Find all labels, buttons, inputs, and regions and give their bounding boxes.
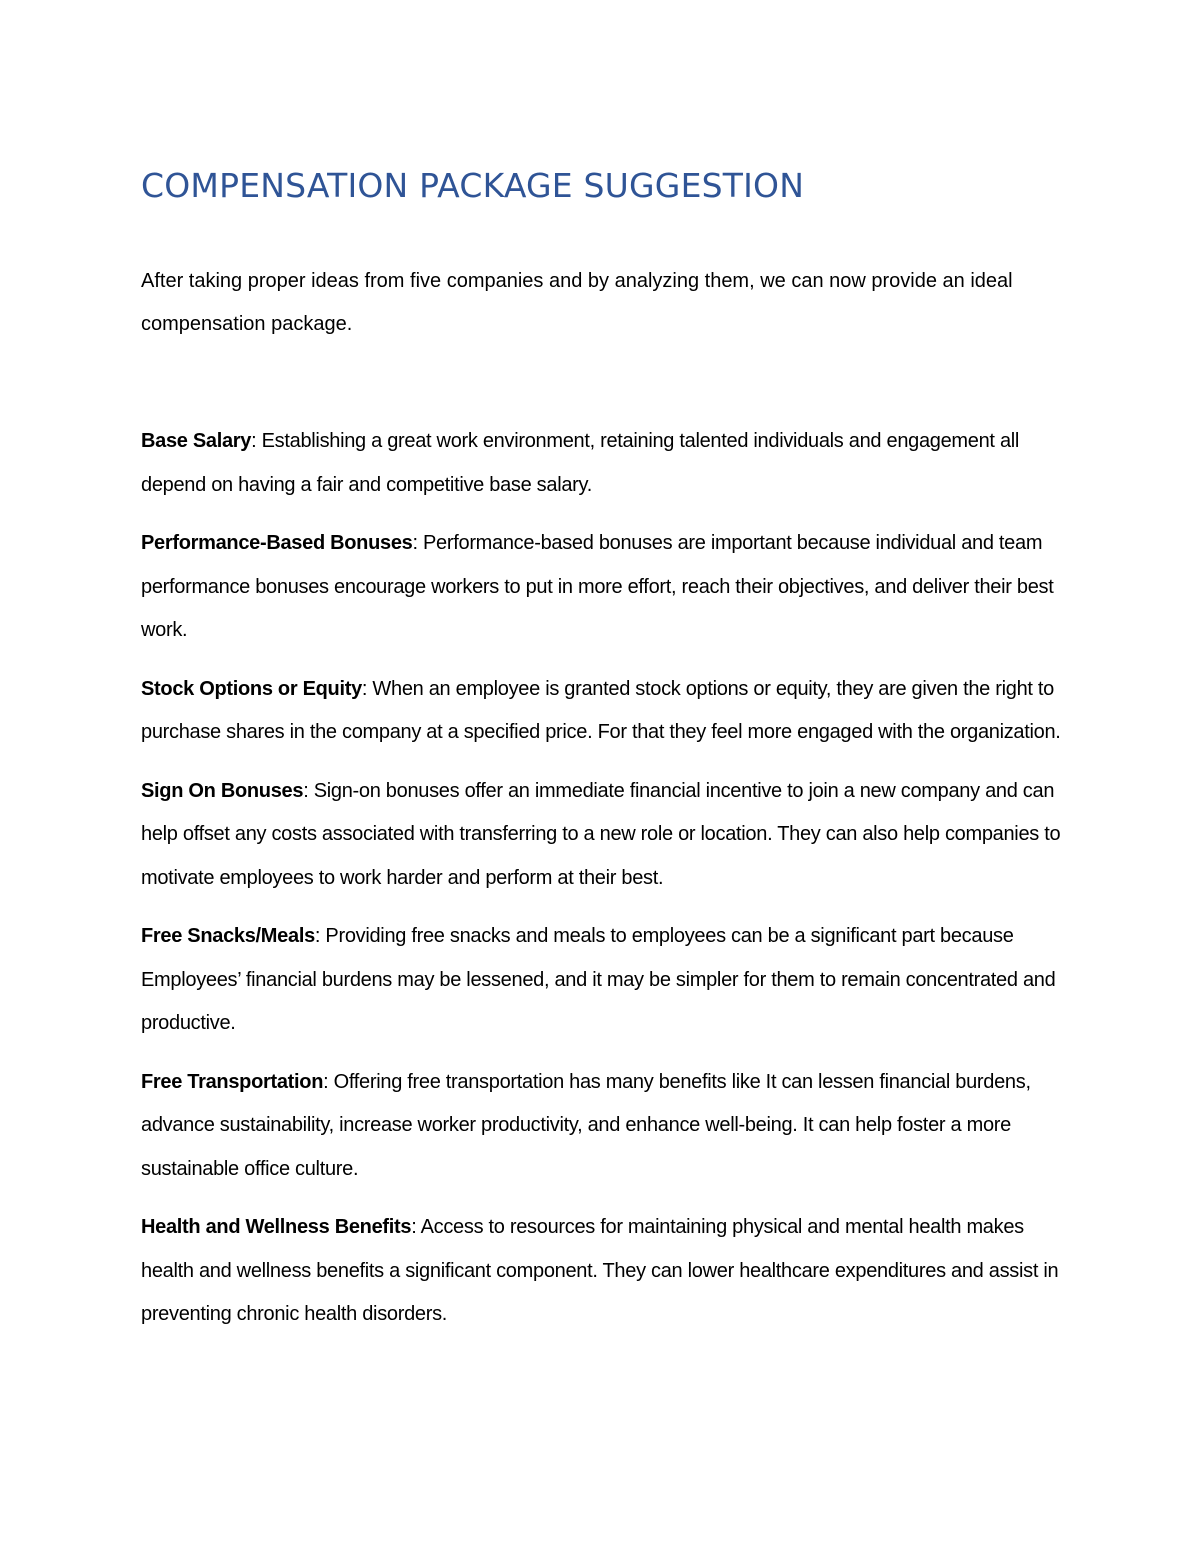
item-description: : Offering free transportation has many benefits like It can lessen financial burdens, advance sustainability, increase worker productivity, and enhance well-being. It can help foster a more sustainable office culture. <box>141 1070 1031 1180</box>
item-free-snacks-meals <box>141 915 1071 1046</box>
page-title: COMPENSATION PACKAGE SUGGESTION <box>141 166 805 205</box>
item-term: Performance-Based Bonuses <box>141 532 413 554</box>
item-description: : When an employee is granted stock options or equity, they are given the right to purchase shares in the company at a specified price. For that they feel more engaged with the organization. <box>141 677 1061 743</box>
item-description: : Providing free snacks and meals to employees can be a significant part because Employees’ financial burdens may be lessened, and it may be simpler for them to remain concentrated and productive. <box>141 925 1056 1034</box>
item-term: Health and Wellness Benefits <box>141 1216 412 1238</box>
intro-paragraph: After taking proper ideas from five companies and by analyzing them, we can now provide an ideal compensation package. <box>141 270 1013 335</box>
item-description: : Sign-on bonuses offer an immediate financial incentive to join a new company and can help offset any costs associated with transferring to a new role or location. They can also help companies to motivate employees to work harder and perform at their best. <box>141 779 1061 889</box>
item-term: Stock Options or Equity <box>141 677 362 700</box>
item-description: : Performance-based bonuses are important because individual and team performance bonuses encourage workers to put in more effort, reach their objectives, and deliver their best work. <box>141 532 1054 641</box>
item-term: Free Transportation <box>141 1070 324 1093</box>
item-stock-options-or-equity <box>141 668 1071 755</box>
item-health-and-wellness-benefits <box>141 1206 1071 1337</box>
document-body <box>141 160 1071 1352</box>
item-description: : Establishing a great work environment, retaining talented individuals and engagement all depend on having a fair and competitive base salary. <box>141 430 1020 496</box>
compensation-items <box>141 420 1071 1337</box>
item-description: : Access to resources for maintaining physical and mental health makes health and wellness benefits a significant component. They can lower healthcare expenditures and assist in preventing chronic health disorders. <box>141 1216 1059 1325</box>
item-term: Base Salary <box>141 430 252 452</box>
item-base-salary <box>141 420 1071 507</box>
item-free-transportation <box>141 1061 1071 1192</box>
item-sign-on-bonuses <box>141 770 1071 901</box>
item-performance-based-bonuses <box>141 522 1071 653</box>
item-term: Sign On Bonuses <box>141 779 304 802</box>
item-term: Free Snacks/Meals <box>141 925 315 947</box>
